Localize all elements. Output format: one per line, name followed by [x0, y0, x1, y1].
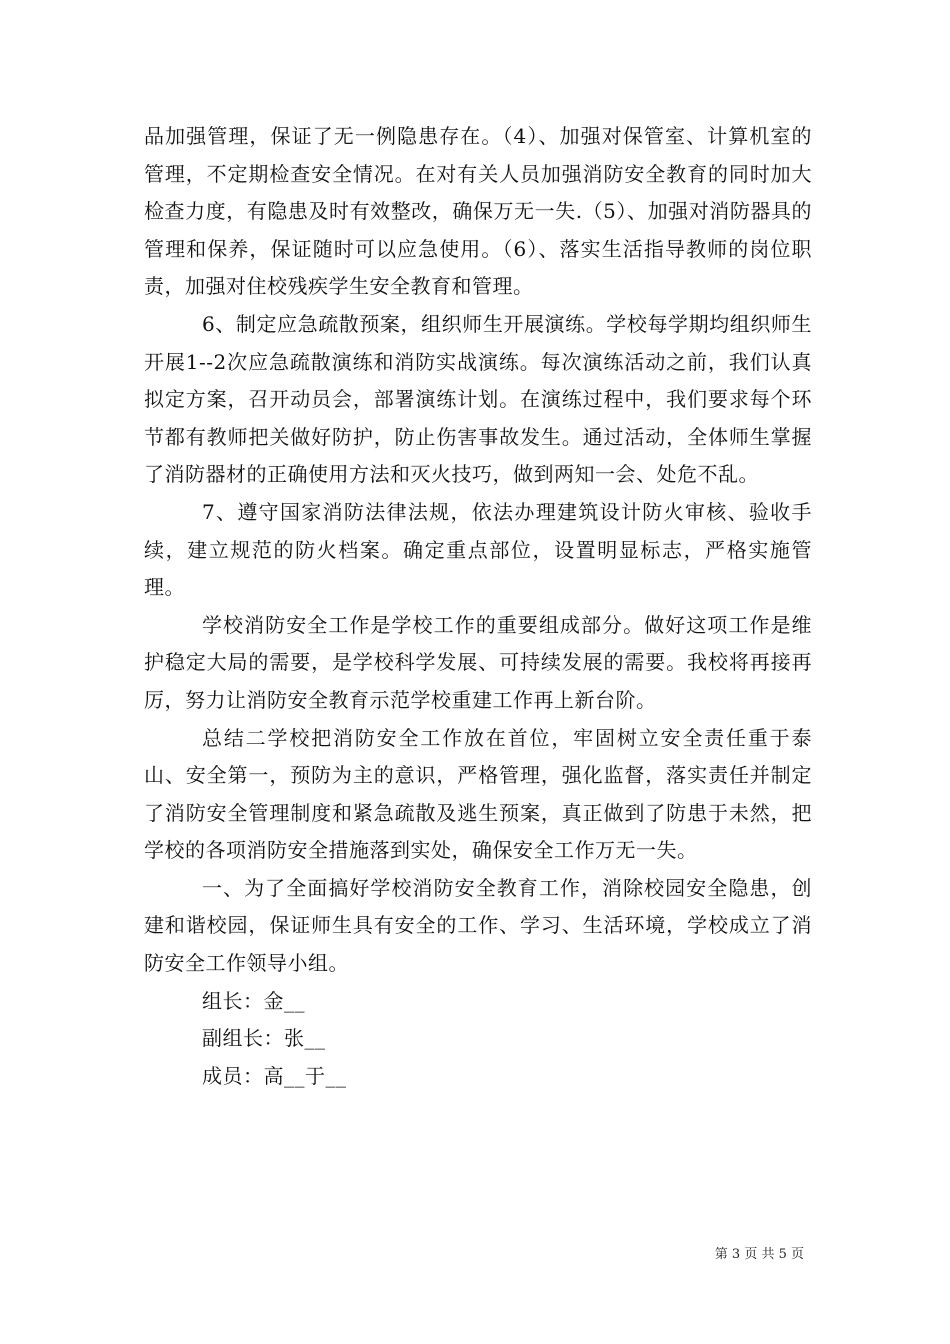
paragraph-2: 6、制定应急疏散预案，组织师生开展演练。学校每学期均组织师生开展1--2次应急疏散演练和消防实战演练。每次演练活动之前，我们认真拟定方案，召开动员会，部署演练计划。在演练过程中，我们要求每个环节都有教师把关做好防护，防止伤害事故发生。通过活动，全体师生掌握了消防器材的正确使用方法和灭火技巧，做到两知一会、处危不乱。 [144, 311, 812, 487]
document-body [144, 118, 812, 1095]
paragraph-5: 总结二学校把消防安全工作放在首位，牢固树立安全责任重于泰山、安全第一，预防为主的意识，严格管理，强化监督，落实责任并制定了消防安全管理制度和紧急疏散及逃生预案，真正做到了防患于未然，把学校的各项消防安全措施落到实处，确保安全工作万无一失。 [144, 725, 812, 863]
page-number-footer: 第 3 页 共 5 页 [714, 1247, 804, 1262]
paragraph-6: 一、为了全面搞好学校消防安全教育工作，消除校园安全隐患，创建和谐校园，保证师生具有安全的工作、学习、生活环境，学校成立了消防安全工作领导小组。 [144, 875, 812, 976]
member-deputy-leader: 副组长：张__ [202, 1026, 326, 1051]
paragraph-4: 学校消防安全工作是学校工作的重要组成部分。做好这项工作是维护稳定大局的需要，是学校科学发展、可持续发展的需要。我校将再接再厉，努力让消防安全教育示范学校重建工作再上新台阶。 [144, 612, 812, 712]
member-members: 成员：高__于__ [202, 1063, 347, 1088]
paragraph-3: 7、遵守国家消防法律法规，依法办理建筑设计防火审核、验收手续，建立规范的防火档案。确定重点部位，设置明显标志，严格实施管理。 [144, 499, 812, 600]
paragraph-1: 品加强管理，保证了无一例隐患存在。（4）、加强对保管室、计算机室的管理，不定期检查安全情况。在对有关人员加强消防安全教育的同时加大检查力度，有隐患及时有效整改，确保万无一失.（5）、加强对消防器具的管理和保养，保证随时可以应急使用。（6）、落实生活指导教师的岗位职责，加强对住校残疾学生安全教育和管理。 [144, 124, 812, 299]
member-leader: 组长：金__ [202, 988, 305, 1013]
